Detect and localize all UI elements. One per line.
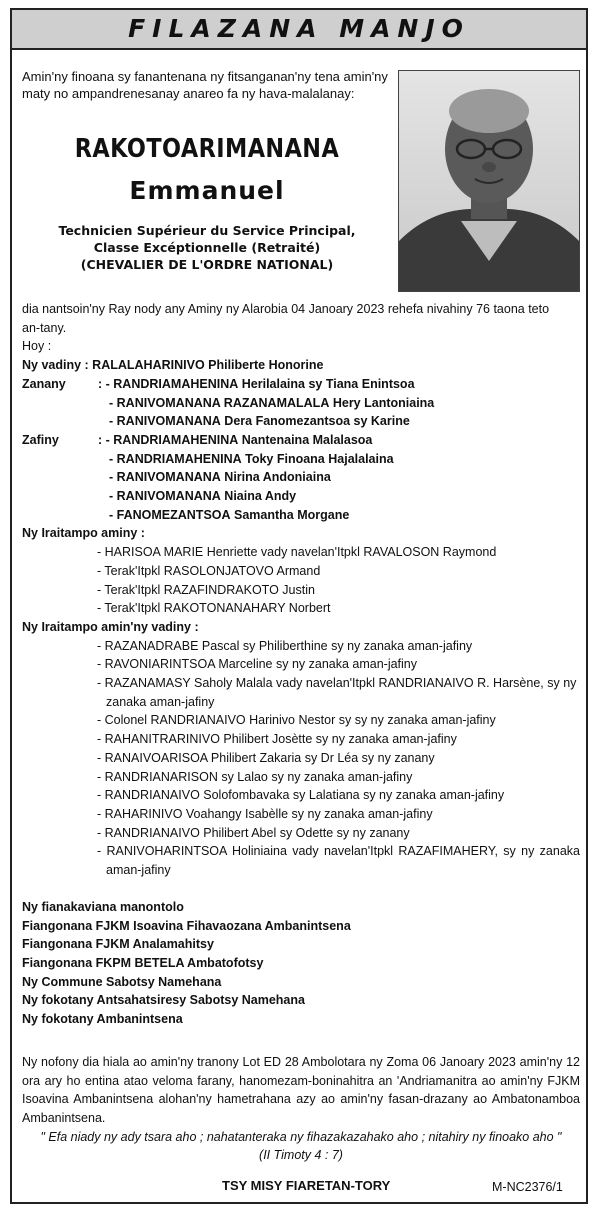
spouse-name: RALALAHARINIVO Philiberte Honorine (92, 358, 324, 373)
list-item: - RANDRIANARISON sy Lalao sy ny zanaka aman-jafiny (97, 769, 413, 784)
spouse-label: Ny vadiny : (22, 358, 89, 373)
deceased-given-name: Emmanuel (129, 176, 285, 205)
list-item: - RANAIVOARISOA Philibert Zakaria sy Dr Léa sy ny zanany (97, 750, 435, 765)
acknowledgement-item: Ny fokotany Antsahatsiresy Sabotsy Namehana (22, 993, 305, 1008)
list-item: - Terak'Itpkl RAZAFINDRAKOTO Justin (97, 582, 315, 597)
title-line: Classe Excéptionnelle (Retraité) (93, 240, 321, 255)
acknowledgement-item: Ny fianakaviana manontolo (22, 899, 184, 914)
death-notice-text: dia nantsoin'ny Ray nody any Aminy ny Alarobia 04 Janoary 2023 rehefa nivahiny 76 taona teto an-tany. (22, 302, 550, 335)
intro-text: Amin'ny finoana sy fanantenana ny fitsanganan'ny tena amin'ny maty no ampandrenesanay anareo fa ny hava-malalanay: (22, 69, 388, 101)
notice-title: FILAZANA MANJO (128, 14, 470, 43)
grandchildren-label: Zafiny (22, 432, 59, 447)
list-item: - RANIVOMANANA RAZANAMALALA Hery Lantoniaina (109, 395, 435, 410)
footer-signature: TSY MISY FIARETAN-TORY (222, 1178, 391, 1193)
list-item: - RANIVOMANANA Nirina Andoniaina (109, 470, 331, 485)
list-item: - RANDRIANAIVO Philibert Abel sy Odette sy ny zanany (97, 825, 410, 840)
siblings-label: Ny Iraitampo aminy : (22, 526, 145, 541)
obituary-notice (10, 8, 588, 1204)
portrait-photo-icon (399, 71, 579, 291)
title-line: Technicien Supérieur du Service Principal, (58, 223, 356, 238)
bible-reference: (II Timoty 4 : 7) (259, 1148, 343, 1162)
list-item: - RAHANITRARINIVO Philibert Josètte sy ny zanaka aman-jafiny (97, 732, 457, 747)
list-item: - Terak'Itpkl RAKOTONANAHARY Norbert (97, 601, 331, 616)
list-item: - RANDRIANAIVO Solofombavaka sy Lalatiana sy ny zanaka aman-jafiny (97, 788, 505, 803)
spouse-row (22, 356, 580, 375)
notice-body (22, 300, 580, 1029)
list-item: - RANDRIAMAHENINA Toky Finoana Hajalalaina (109, 451, 394, 466)
list-item: - RANIVOMANANA Niaina Andy (109, 489, 297, 504)
acknowledgement-item: Fiangonana FKPM BETELA Ambatofotsy (22, 955, 264, 970)
deceased-titles (12, 222, 402, 273)
list-item: - RAVONIARINTSOA Marceline sy ny zanaka aman-jafiny (97, 657, 418, 672)
hoy-text: Hoy : (22, 339, 52, 354)
deceased-surname: RAKOTOARIMANANA (74, 134, 340, 164)
children-label: Zanany (22, 376, 66, 391)
funeral-details: Ny nofony dia hiala ao amin'ny tranony Lot ED 28 Ambolotara ny Zoma 06 Janoary 2023 amin'ny 12 ora ary ho entina atao veloma farany, hanomezam-boninahitra an 'Andriamanitra ao amin'ny FJKM Isoavina Ambanintsena alohan'ny hametrahana azy ao amin'ny fasan-drazany ao Ambatonamboa Ambanintsena. (22, 1055, 580, 1125)
acknowledgement-item: Fiangonana FJKM Isoavina Fihavaozana Ambanintsena (22, 918, 351, 933)
list-item: - RAHARINIVO Voahangy Isabèlle sy ny zanaka aman-jafiny (97, 806, 433, 821)
list-item: - Terak'Itpkl RASOLONJATOVO Armand (97, 563, 321, 578)
list-item: - RANIVOHARINTSOA Holiniaina vady navelan'Itpkl RAZAFIMAHERY, sy ny zanaka aman-jafiny (97, 844, 580, 878)
acknowledgement-item: Ny fokotany Ambanintsena (22, 1012, 183, 1027)
deceased-portrait (398, 70, 580, 292)
list-item: - Colonel RANDRIANAIVO Harinivo Nestor sy sy ny zanaka aman-jafiny (97, 713, 496, 728)
title-line: (CHEVALIER DE L'ORDRE NATIONAL) (80, 257, 334, 272)
list-item: - RANIVOMANANA Dera Fanomezantsoa sy Karine (109, 414, 410, 429)
bible-quote: " Efa niady ny ady tsara aho ; nahatanteraka ny fihazakazahako aho ; nitahiry ny finoako aho " (40, 1130, 562, 1144)
list-item: - RAZANAMASY Saholy Malala vady navelan'Itpkl RANDRIANAIVO R. Harsène, sy ny zanaka aman-jafiny (97, 676, 577, 709)
footer-reference: M-NC2376/1 (492, 1180, 563, 1194)
list-item: - FANOMEZANTSOA Samantha Morgane (109, 507, 350, 522)
list-item: Zanany : - RANDRIAMAHENINA Herilalaina sy Tiana Enintsoa (22, 375, 580, 394)
acknowledgement-item: Fiangonana FJKM Analamahitsy (22, 937, 214, 952)
list-item: Zafiny : - RANDRIAMAHENINA Nantenaina Malalasoa (22, 431, 580, 450)
notice-header (12, 10, 586, 50)
list-item: - HARISOA MARIE Henriette vady navelan'Itpkl RAVALOSON Raymond (97, 545, 497, 560)
spouse-siblings-label: Ny Iraitampo amin'ny vadiny : (22, 619, 199, 634)
list-item: - RAZANADRABE Pascal sy Philiberthine sy ny zanaka aman-jafiny (97, 638, 473, 653)
acknowledgement-item: Ny Commune Sabotsy Namehana (22, 974, 222, 989)
